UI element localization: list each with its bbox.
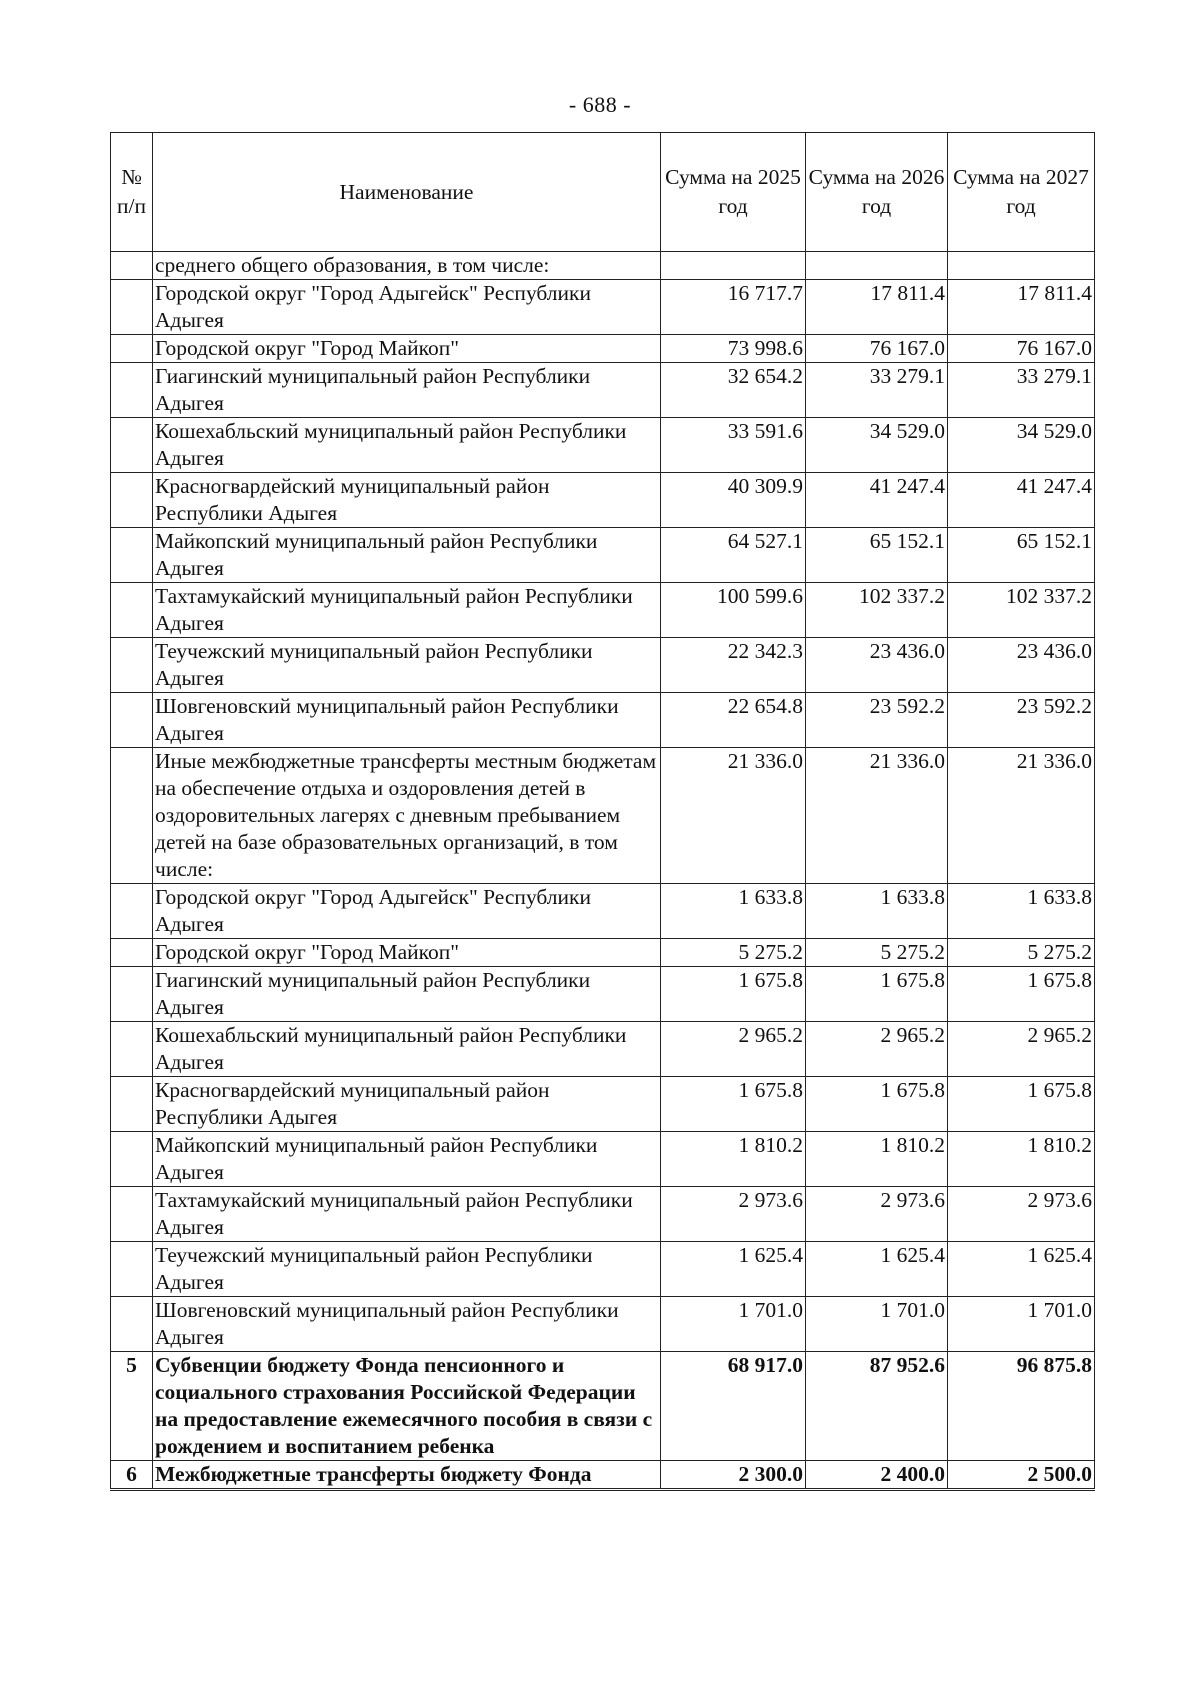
row-name-cell: Майкопский муниципальный район Республики Адыгея xyxy=(153,1132,661,1187)
row-number-cell xyxy=(111,748,153,884)
row-number-cell xyxy=(111,418,153,473)
row-number-cell xyxy=(111,528,153,583)
value-2027-cell: 1 810.2 xyxy=(948,1132,1095,1187)
table-row xyxy=(111,280,1095,335)
row-name-cell: Межбюджетные трансферты бюджету Фонда xyxy=(153,1461,661,1490)
value-2027-cell: 34 529.0 xyxy=(948,418,1095,473)
table-row xyxy=(111,1461,1095,1490)
table-row xyxy=(111,583,1095,638)
row-name-cell: Иные межбюджетные трансферты местным бюджетам на обеспечение отдыха и оздоровления детей в оздоровительных лагерях с дневным пребыванием детей на базе образовательных организаций, в том числе: xyxy=(153,748,661,884)
value-2025-cell: 1 675.8 xyxy=(661,967,806,1022)
row-number-cell xyxy=(111,363,153,418)
row-name-cell: Теучежский муниципальный район Республики Адыгея xyxy=(153,638,661,693)
value-2026-cell: 33 279.1 xyxy=(806,363,948,418)
row-name-cell: Теучежский муниципальный район Республики Адыгея xyxy=(153,1242,661,1297)
row-name-cell: Гиагинский муниципальный район Республики Адыгея xyxy=(153,363,661,418)
header-2026: Сумма на 2026 год xyxy=(806,133,948,252)
value-2025-cell: 1 810.2 xyxy=(661,1132,806,1187)
table-row xyxy=(111,473,1095,528)
row-number-cell xyxy=(111,638,153,693)
table-row xyxy=(111,1297,1095,1352)
value-2026-cell: 65 152.1 xyxy=(806,528,948,583)
value-2025-cell: 32 654.2 xyxy=(661,363,806,418)
value-2027-cell: 1 625.4 xyxy=(948,1242,1095,1297)
value-2026-cell: 5 275.2 xyxy=(806,939,948,967)
table-row xyxy=(111,1187,1095,1242)
value-2025-cell: 68 917.0 xyxy=(661,1352,806,1461)
value-2026-cell: 1 625.4 xyxy=(806,1242,948,1297)
row-name-cell: Субвенции бюджету Фонда пенсионного и социального страхования Российской Федерации на предоставление ежемесячного пособия в связи с рождением и воспитанием ребенка xyxy=(153,1352,661,1461)
table-row xyxy=(111,335,1095,363)
value-2026-cell: 23 592.2 xyxy=(806,693,948,748)
value-2025-cell: 22 342.3 xyxy=(661,638,806,693)
row-number-cell xyxy=(111,967,153,1022)
value-2025-cell: 1 701.0 xyxy=(661,1297,806,1352)
row-name-cell: Городской округ "Город Адыгейск" Республики Адыгея xyxy=(153,884,661,939)
value-2027-cell: 17 811.4 xyxy=(948,280,1095,335)
row-number-cell xyxy=(111,1132,153,1187)
value-2026-cell: 87 952.6 xyxy=(806,1352,948,1461)
table-row xyxy=(111,748,1095,884)
row-name-cell: Шовгеновский муниципальный район Республики Адыгея xyxy=(153,1297,661,1352)
header-name: Наименование xyxy=(153,133,661,252)
header-num: № п/п xyxy=(111,133,153,252)
row-name-cell: Красногвардейский муниципальный район Республики Адыгея xyxy=(153,1077,661,1132)
value-2026-cell: 2 973.6 xyxy=(806,1187,948,1242)
value-2027-cell: 33 279.1 xyxy=(948,363,1095,418)
value-2027-cell: 1 633.8 xyxy=(948,884,1095,939)
row-name-cell: Красногвардейский муниципальный район Республики Адыгея xyxy=(153,473,661,528)
value-2026-cell: 1 675.8 xyxy=(806,1077,948,1132)
value-2025-cell: 2 965.2 xyxy=(661,1022,806,1077)
value-2025-cell: 2 973.6 xyxy=(661,1187,806,1242)
row-name-cell: Майкопский муниципальный район Республики Адыгея xyxy=(153,528,661,583)
value-2026-cell: 76 167.0 xyxy=(806,335,948,363)
table-row xyxy=(111,1077,1095,1132)
table-row xyxy=(111,418,1095,473)
value-2027-cell: 1 701.0 xyxy=(948,1297,1095,1352)
value-2025-cell xyxy=(661,252,806,280)
value-2027-cell: 102 337.2 xyxy=(948,583,1095,638)
table-row xyxy=(111,363,1095,418)
value-2026-cell: 1 675.8 xyxy=(806,967,948,1022)
header-2027: Сумма на 2027 год xyxy=(948,133,1095,252)
row-number-cell xyxy=(111,1297,153,1352)
value-2025-cell: 40 309.9 xyxy=(661,473,806,528)
value-2027-cell: 5 275.2 xyxy=(948,939,1095,967)
table-row xyxy=(111,638,1095,693)
value-2027-cell: 76 167.0 xyxy=(948,335,1095,363)
value-2025-cell: 16 717.7 xyxy=(661,280,806,335)
row-number-cell xyxy=(111,1077,153,1132)
value-2027-cell: 65 152.1 xyxy=(948,528,1095,583)
header-2025: Сумма на 2025 год xyxy=(661,133,806,252)
row-number-cell xyxy=(111,1242,153,1297)
row-name-cell: Городской округ "Город Майкоп" xyxy=(153,939,661,967)
row-number-cell xyxy=(111,252,153,280)
table-row xyxy=(111,884,1095,939)
table-row xyxy=(111,1022,1095,1077)
budget-table xyxy=(110,132,1095,1491)
table-row xyxy=(111,528,1095,583)
table-body xyxy=(111,252,1095,1490)
page-number: - 688 - xyxy=(568,92,632,117)
value-2026-cell: 102 337.2 xyxy=(806,583,948,638)
value-2026-cell xyxy=(806,252,948,280)
table-header-row xyxy=(111,133,1095,252)
row-name-cell: Шовгеновский муниципальный район Республики Адыгея xyxy=(153,693,661,748)
value-2025-cell: 1 633.8 xyxy=(661,884,806,939)
value-2025-cell: 22 654.8 xyxy=(661,693,806,748)
value-2025-cell: 1 625.4 xyxy=(661,1242,806,1297)
value-2027-cell: 2 973.6 xyxy=(948,1187,1095,1242)
value-2027-cell: 23 436.0 xyxy=(948,638,1095,693)
row-number-cell xyxy=(111,884,153,939)
table-row xyxy=(111,1242,1095,1297)
row-number-cell xyxy=(111,280,153,335)
table-row xyxy=(111,252,1095,280)
row-number-cell xyxy=(111,1022,153,1077)
value-2025-cell: 21 336.0 xyxy=(661,748,806,884)
value-2026-cell: 41 247.4 xyxy=(806,473,948,528)
value-2026-cell: 2 965.2 xyxy=(806,1022,948,1077)
row-name-cell: Городской округ "Город Майкоп" xyxy=(153,335,661,363)
value-2027-cell xyxy=(948,252,1095,280)
table-row xyxy=(111,1132,1095,1187)
table-row xyxy=(111,1352,1095,1461)
value-2025-cell: 1 675.8 xyxy=(661,1077,806,1132)
value-2026-cell: 1 810.2 xyxy=(806,1132,948,1187)
row-number-cell xyxy=(111,939,153,967)
row-name-cell: Городской округ "Город Адыгейск" Республики Адыгея xyxy=(153,280,661,335)
row-name-cell: Кошехабльский муниципальный район Республики Адыгея xyxy=(153,418,661,473)
value-2026-cell: 1 633.8 xyxy=(806,884,948,939)
row-name-cell: среднего общего образования, в том числе: xyxy=(153,252,661,280)
table-row xyxy=(111,939,1095,967)
row-number-cell xyxy=(111,583,153,638)
row-name-cell: Тахтамукайский муниципальный район Республики Адыгея xyxy=(153,1187,661,1242)
value-2027-cell: 23 592.2 xyxy=(948,693,1095,748)
value-2027-cell: 96 875.8 xyxy=(948,1352,1095,1461)
value-2026-cell: 34 529.0 xyxy=(806,418,948,473)
value-2026-cell: 1 701.0 xyxy=(806,1297,948,1352)
value-2027-cell: 1 675.8 xyxy=(948,1077,1095,1132)
value-2027-cell: 1 675.8 xyxy=(948,967,1095,1022)
row-name-cell: Тахтамукайский муниципальный район Республики Адыгея xyxy=(153,583,661,638)
row-number-cell: 5 xyxy=(111,1352,153,1461)
row-name-cell: Гиагинский муниципальный район Республики Адыгея xyxy=(153,967,661,1022)
value-2027-cell: 21 336.0 xyxy=(948,748,1095,884)
row-number-cell: 6 xyxy=(111,1461,153,1490)
row-number-cell xyxy=(111,473,153,528)
value-2025-cell: 5 275.2 xyxy=(661,939,806,967)
row-name-cell: Кошехабльский муниципальный район Республики Адыгея xyxy=(153,1022,661,1077)
value-2027-cell: 41 247.4 xyxy=(948,473,1095,528)
table-row xyxy=(111,967,1095,1022)
value-2026-cell: 17 811.4 xyxy=(806,280,948,335)
value-2026-cell: 23 436.0 xyxy=(806,638,948,693)
value-2025-cell: 100 599.6 xyxy=(661,583,806,638)
value-2026-cell: 21 336.0 xyxy=(806,748,948,884)
value-2025-cell: 2 300.0 xyxy=(661,1461,806,1490)
row-number-cell xyxy=(111,693,153,748)
value-2025-cell: 64 527.1 xyxy=(661,528,806,583)
value-2026-cell: 2 400.0 xyxy=(806,1461,948,1490)
row-number-cell xyxy=(111,1187,153,1242)
value-2027-cell: 2 965.2 xyxy=(948,1022,1095,1077)
value-2025-cell: 73 998.6 xyxy=(661,335,806,363)
value-2027-cell: 2 500.0 xyxy=(948,1461,1095,1490)
table-row xyxy=(111,693,1095,748)
row-number-cell xyxy=(111,335,153,363)
value-2025-cell: 33 591.6 xyxy=(661,418,806,473)
